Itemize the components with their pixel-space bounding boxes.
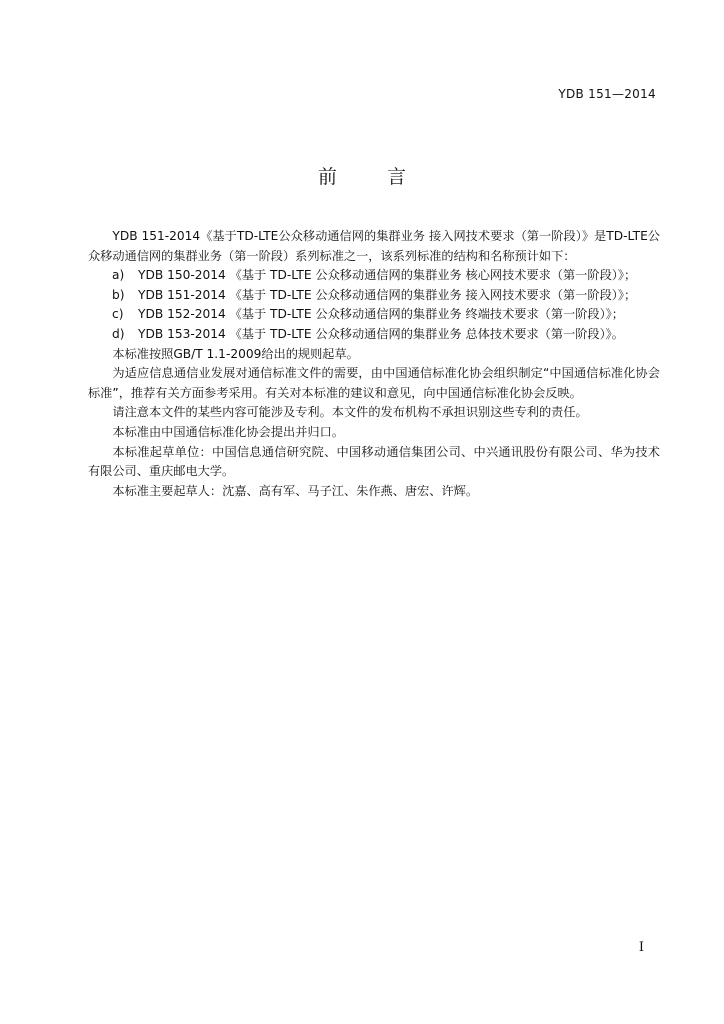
standards-list (88, 266, 660, 344)
list-item-text: YDB 152-2014 《基于 TD-LTE 公众移动通信网的集群业务 终端技术要求（第一阶段）》； (138, 307, 624, 322)
drafting-units-paragraph: 本标准起草单位：中国信息通信研究院、中国移动通信集团公司、中兴通讯股份有限公司、华为技术有限公司、重庆邮电大学。 (88, 444, 660, 479)
drafters-paragraph: 本标准主要起草人：沈嘉、高有军、马子江、朱作燕、唐宏、许辉。 (112, 483, 479, 498)
document-number: YDB 151—2014 (558, 87, 656, 101)
list-marker: d) (112, 326, 125, 341)
drafting-rules-paragraph: 本标准按照GB/T 1.1-2009给出的规则起草。 (112, 346, 359, 361)
list-marker: a) (112, 268, 125, 283)
document-body (88, 227, 660, 501)
purpose-paragraph: 为适应信息通信业发展对通信标准文件的需要，由中国通信标准化协会组织制定“中国通信标准化协会标准”，推荐有关方面参考采用。有关对本标准的建议和意见，向中国通信标准化协会反映。 (88, 366, 660, 400)
list-marker: c) (112, 307, 124, 322)
list-item (88, 325, 660, 345)
proposer-paragraph: 本标准由中国通信标准化协会提出并归口。 (112, 424, 344, 439)
patent-notice-paragraph: 请注意本文件的某些内容可能涉及专利。本文件的发布机构不承担识别这些专利的责任。 (112, 405, 588, 420)
list-item-text: YDB 151-2014 《基于 TD-LTE 公众移动通信网的集群业务 接入网技术要求（第一阶段）》； (138, 287, 637, 302)
list-item (88, 266, 660, 286)
page-number: I (638, 940, 644, 955)
list-item (88, 305, 660, 325)
list-item-text: YDB 150-2014 《基于 TD-LTE 公众移动通信网的集群业务 核心网技术要求（第一阶段）》； (138, 268, 637, 283)
intro-paragraph: YDB 151-2014《基于TD-LTE公众移动通信网的集群业务 接入网技术要求（第一阶段）》是TD-LTE公众移动通信网的集群业务（第一阶段）系列标准之一，该系列标准的结构和名称预计如下： (88, 229, 660, 263)
list-item-text: YDB 153-2014 《基于 TD-LTE 公众移动通信网的集群业务 总体技术要求（第一阶段）》。 (138, 326, 624, 341)
list-item (88, 286, 660, 306)
list-marker: b) (112, 287, 125, 302)
page-title: 前 言 (317, 166, 429, 188)
